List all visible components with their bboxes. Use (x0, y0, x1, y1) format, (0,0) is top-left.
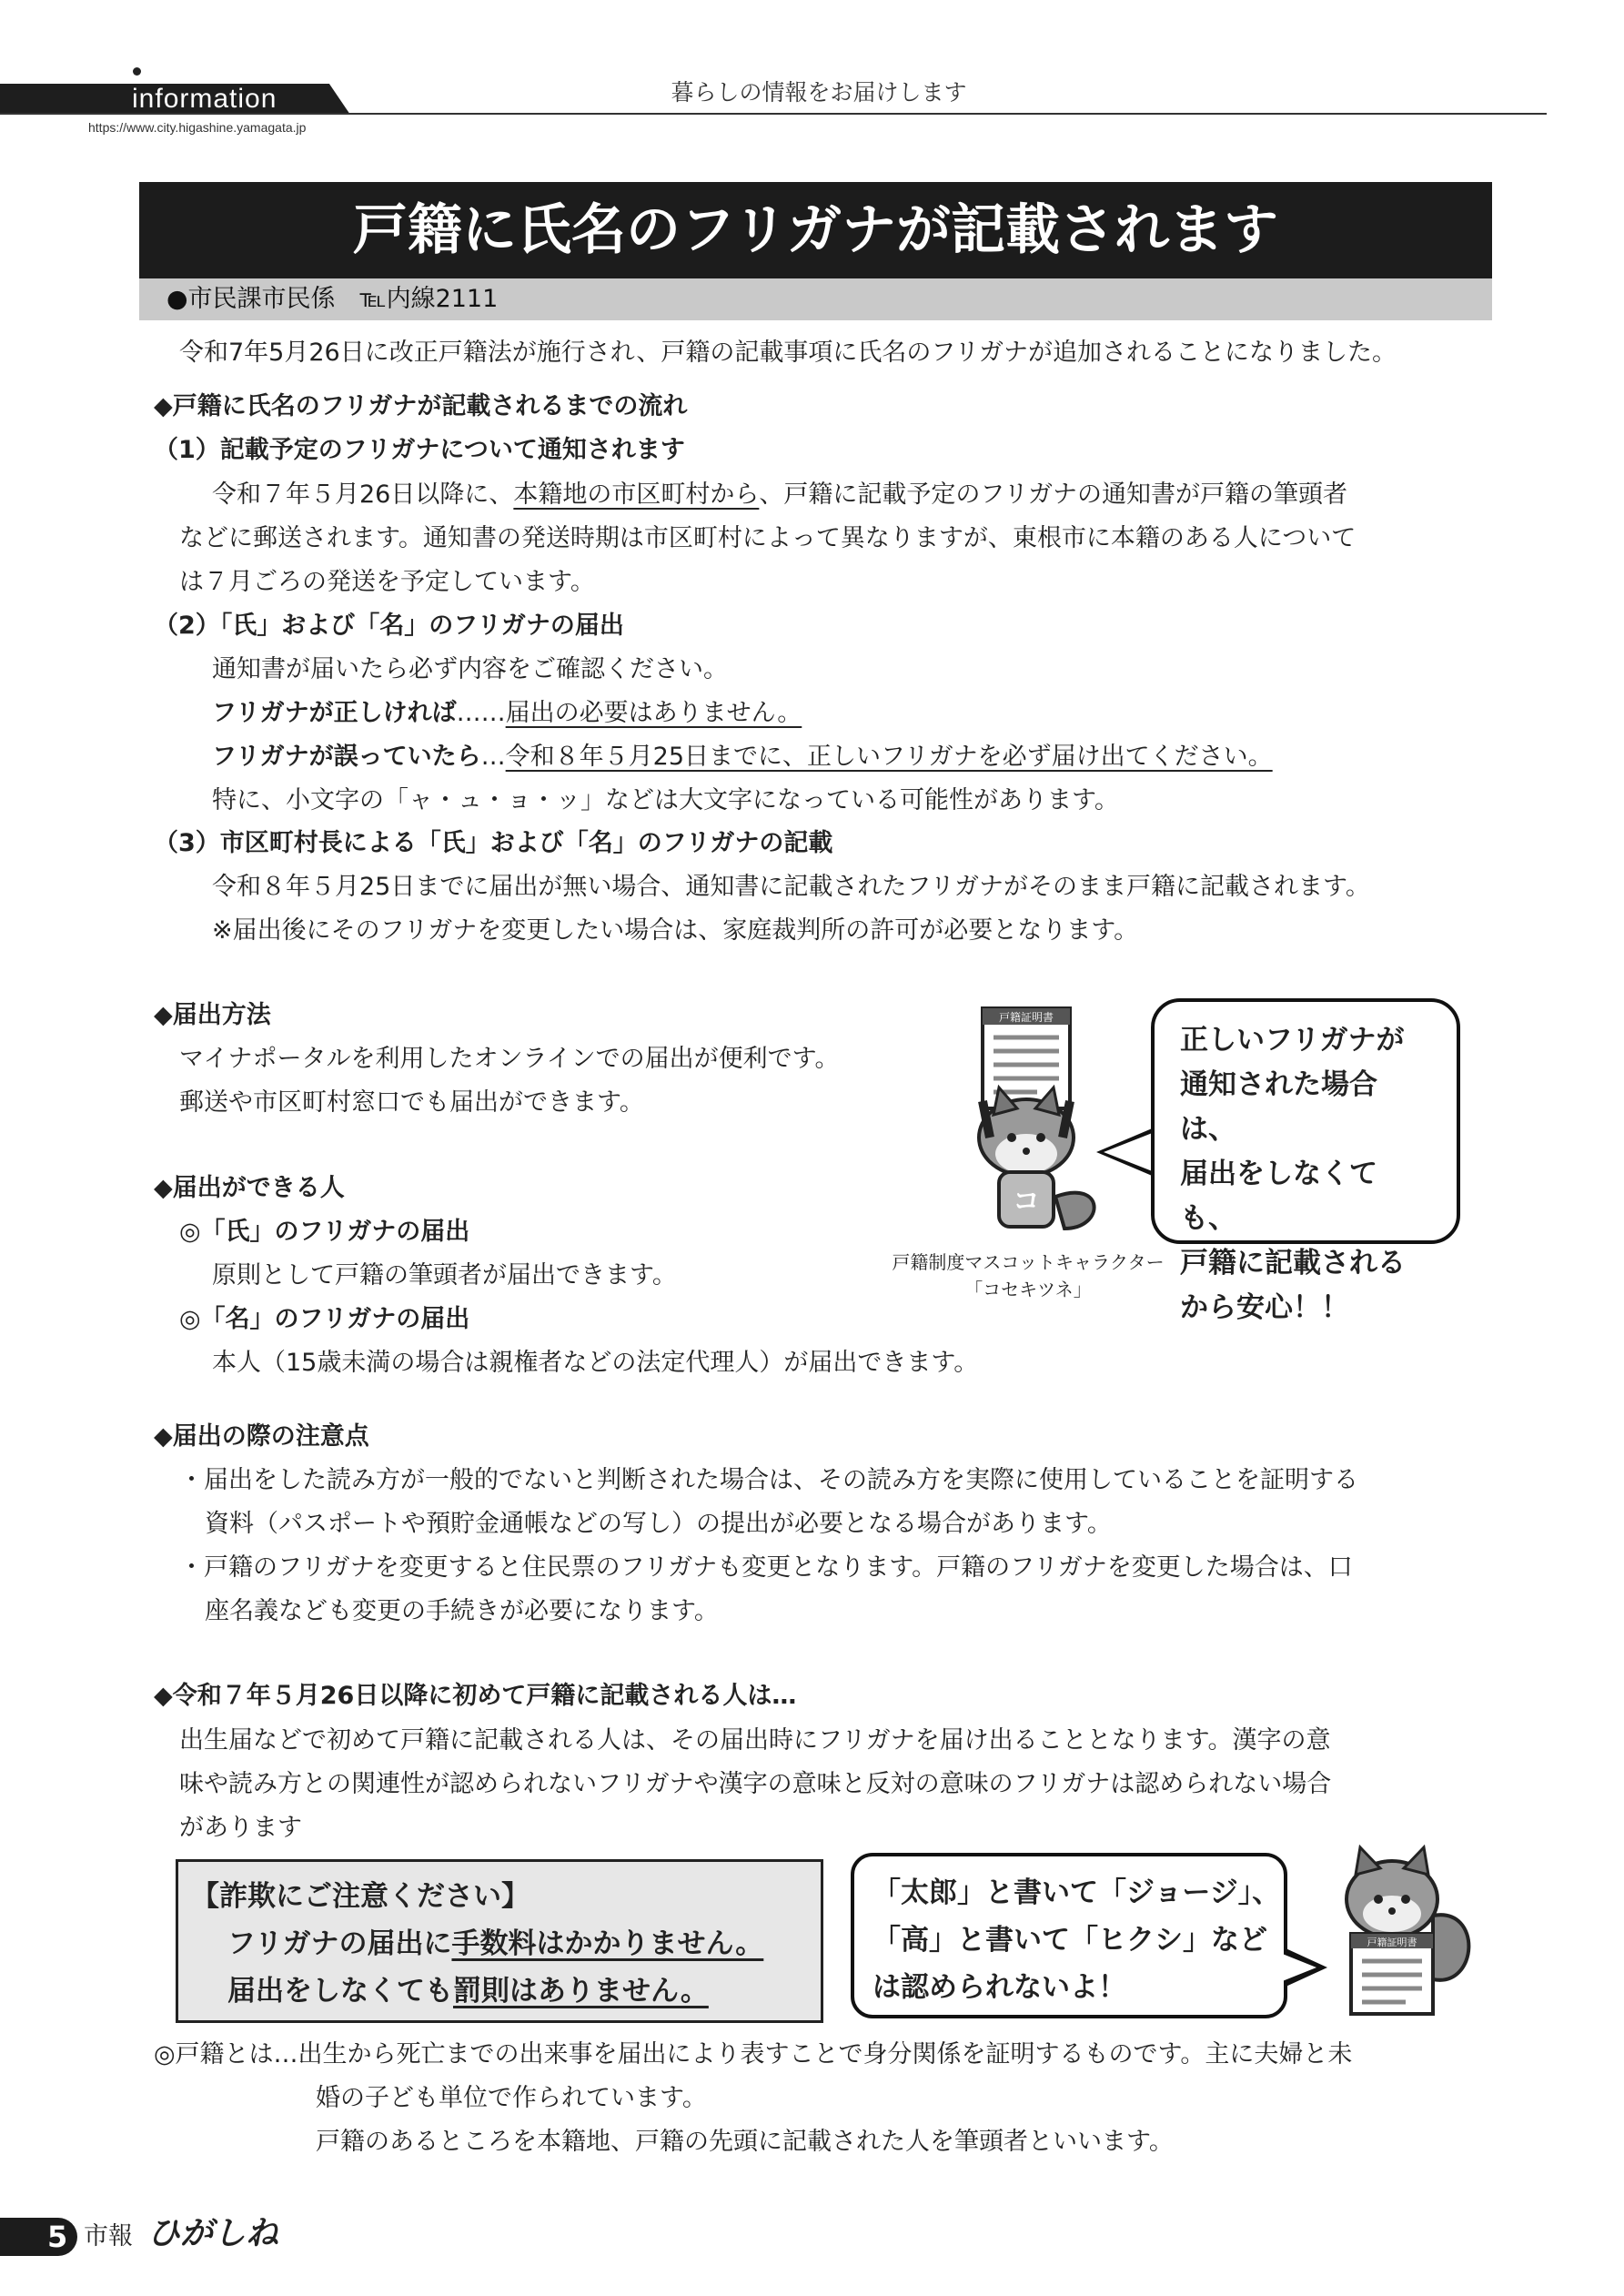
step3-line2: ※届出後にそのフリガナを変更したい場合は、家庭裁判所の許可が必要となります。 (212, 916, 1139, 945)
section-label: information (132, 84, 277, 114)
who-sub2-text: 本人（15歳未満の場合は親権者などの法定代理人）が届出できます。 (212, 1349, 979, 1377)
who-sub2: ◎「名」のフリガナの届出 (179, 1305, 470, 1333)
mascot-caption (864, 1249, 1192, 1303)
step2-line1: 通知書が届いたら必ず内容をご確認ください。 (212, 655, 728, 683)
bubble1-line: 戸籍に記載される (1180, 1247, 1406, 1279)
information-i-dot (133, 67, 141, 76)
koseki-line2: 婚の子ども単位で作られています。 (316, 2084, 707, 2112)
mascot-caption-line2: 「コセキツネ」 (964, 1279, 1092, 1300)
mascot-caption-line1: 戸籍制度マスコットキャラクター (892, 1251, 1165, 1273)
certificate-label: 戸籍証明書 (1367, 1937, 1417, 1948)
mascot-with-certificate (1324, 1843, 1474, 2020)
bubble1-line: 正しいフリガナが (1180, 1024, 1405, 1057)
footer-label: 市報 (84, 2222, 133, 2250)
article-title: 戸籍に氏名のフリガナが記載されます (139, 182, 1492, 278)
warning-line2: 届出をしなくても罰則はありません。 (227, 1975, 709, 2008)
step1-line3: は７月ごろの発送を予定しています。 (179, 568, 595, 596)
speech-bubble-examples (851, 1853, 1287, 2018)
bubble1-line: から安心！！ (1180, 1291, 1349, 1324)
step1-line2: などに郵送されます。通知書の発送時期は市区町村によって異なりますが、東根市に本籍のある人について (179, 524, 1357, 552)
new-line1: 出生届などで初めて戸籍に記載される人は、その届出時にフリガナを届け出ることとなります。漢字の意 (179, 1726, 1331, 1755)
note1-line2: 資料（パスポートや預貯金通帳などの写し）の提出が必要となる場合があります。 (205, 1510, 1112, 1538)
step2-heading: （2）「氏」および「名」のフリガナの届出 (154, 612, 624, 640)
page-number: 5 (47, 2220, 68, 2254)
who-heading: ◆届出ができる人 (154, 1174, 345, 1202)
new-line2: 味や読み方との関連性が認められないフリガナや漢字の意味と反対の意味のフリガナは認められない場合 (179, 1770, 1332, 1798)
flow-heading: ◆戸籍に氏名のフリガナが記載されるまでの流れ (154, 392, 688, 420)
step1-line1: 令和７年５月26日以降に、本籍地の市区町村から、戸籍に記載予定のフリガナの通知書が戸籍の筆頭者 (212, 480, 1348, 509)
bubble1-line: 届出をしなくても、 (1180, 1158, 1377, 1235)
bubble2-line: 「太郎」と書いて「ジョージ」、 (873, 1876, 1281, 1909)
who-sub1: ◎「氏」のフリガナの届出 (179, 1218, 470, 1246)
bubble2-tail-inner (1280, 1953, 1316, 1982)
method-line1: マイナポータルを利用したオンラインでの届出が便利です。 (179, 1045, 840, 1073)
step2-line3: フリガナが誤っていたら…令和８年５月25日までに、正しいフリガナを必ず届け出てください。 (212, 743, 1273, 771)
fraud-warning-box (176, 1859, 823, 2023)
department-bar (139, 278, 1492, 320)
method-heading: ◆届出方法 (154, 1001, 271, 1029)
note2-line2: 座名義なども変更の手続きが必要になります。 (205, 1597, 719, 1625)
notes-heading: ◆届出の際の注意点 (154, 1422, 369, 1451)
note2-line1: ・戸籍のフリガナを変更すると住民票のフリガナも変更となります。戸籍のフリガナを変更した場合は、口 (179, 1553, 1353, 1582)
method-line2: 郵送や市区町村窓口でも届出ができます。 (179, 1088, 644, 1117)
step2-line2: フリガナが正しければ……届出の必要はありません。 (212, 699, 802, 727)
who-sub1-text: 原則として戸籍の筆頭者が届出できます。 (212, 1261, 677, 1290)
note1-line1: ・届出をした読み方が一般的でないと判断された場合は、その読み方を実際に使用していることを証明する (179, 1466, 1358, 1494)
warning-line1: フリガナの届出に手数料はかかりません。 (227, 1927, 764, 1960)
intro-text: 令和7年5月26日に改正戸籍法が施行され、戸籍の記載事項に氏名のフリガナが追加されることになりました。 (179, 339, 1397, 367)
koseki-line1: ◎戸籍とは…出生から死亡までの出来事を届出により表すことで身分関係を証明するものです。主に夫婦と未 (154, 2040, 1353, 2068)
mascot-holding-document (946, 1001, 1110, 1242)
bubble2-line: は認められないよ！ (873, 1971, 1126, 2004)
new-heading: ◆令和７年５月26日以降に初めて戸籍に記載される人は… (154, 1682, 797, 1710)
higashine-logo: ひがしね (147, 2215, 279, 2252)
warning-title: 【詐欺にご注意ください】 (191, 1880, 530, 1913)
document-label: 戸籍証明書 (998, 1011, 1054, 1024)
step2-line4: 特に、小文字の「ャ・ュ・ョ・ッ」などは大文字になっている可能性があります。 (212, 786, 1119, 814)
site-url[interactable]: https://www.city.higashine.yamagata.jp (88, 120, 307, 135)
speech-bubble-correct (1151, 998, 1460, 1324)
bubble2-line: 「高」と書いて「ヒクシ」など (873, 1924, 1267, 1957)
step3-heading: （3）市区町村長による「氏」および「名」のフリガナの記載 (154, 829, 833, 857)
step3-line1: 令和８年５月25日までに届出が無い場合、通知書に記載されたフリガナがそのまま戸籍に記載されます。 (212, 873, 1370, 901)
new-line3: があります (179, 1814, 302, 1842)
step1-heading: （1）記載予定のフリガナについて通知されます (154, 436, 685, 464)
header-tagline: 暮らしの情報をお届けします (671, 79, 967, 106)
bubble1-tail-inner (1104, 1132, 1155, 1172)
department-contact: ●市民課市民係 ℡内線2111 (166, 285, 499, 313)
koseki-line3: 戸籍のあるところを本籍地、戸籍の先頭に記載された人を筆頭者といいます。 (316, 2128, 1174, 2156)
shirt-letter: コ (1013, 1186, 1040, 1218)
bubble1-line: 通知された場合は、 (1180, 1068, 1377, 1146)
